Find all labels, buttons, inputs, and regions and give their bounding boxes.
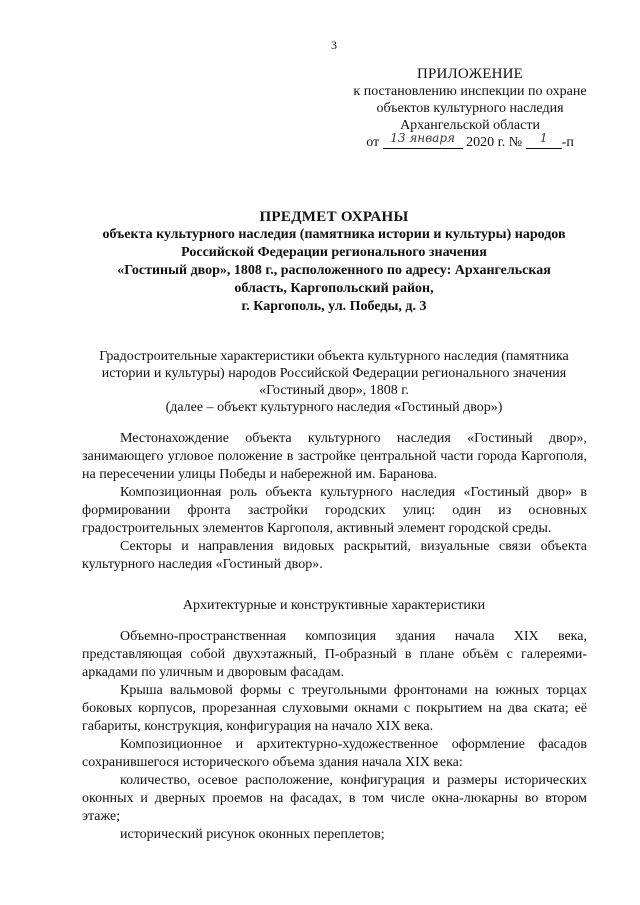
- paragraph: Местонахождение объекта культурного наследия «Гостиный двор», занимающего угловое положение в застройке центральной части города Каргополя, на пересечении улицы Победы и набережной им. Баранова.: [82, 431, 587, 482]
- section-line: (далее – объект культурного наследия «Гостиный двор»): [165, 400, 503, 415]
- handwritten-number: 1: [539, 131, 548, 145]
- appendix-line: к постановлению инспекции по охране: [353, 84, 587, 99]
- number-signature-line: [526, 131, 562, 149]
- list-item: исторический рисунок оконных переплетов;: [120, 827, 385, 842]
- section-title-architecture: Архитектурные и конструктивные характеристики: [182, 598, 486, 613]
- date-signature-line: [383, 131, 463, 149]
- section-line: истории и культуры) народов Российской Федерации регионального значения: [101, 366, 567, 381]
- paragraph: Объемно-пространственная композиция здания начала XIX века, представляющая собой двухэтажный, П-образный в плане объём с галереями-аркадами по уличным и дворовым фасадам.: [82, 629, 587, 680]
- architecture-paragraphs: [82, 628, 587, 844]
- date-prefix: от: [366, 135, 380, 150]
- number-suffix: -п: [561, 135, 574, 150]
- heading-line: Российской Федерации регионального значения: [181, 245, 487, 260]
- heading-line: область, Каргопольский район,: [234, 281, 434, 296]
- appendix-date-line: [320, 131, 620, 151]
- appendix-title: ПРИЛОЖЕНИЕ: [416, 66, 524, 82]
- paragraph: Композиционная роль объекта культурного наследия «Гостиный двор» в формировании фронта застройки городских улиц: один из основных градостроительных элементов Каргополя, активный элемент городской среды.: [82, 485, 587, 536]
- paragraph: Крыша вальмовой формы с треугольными фронтонами на южных торцах боковых корпусов, прорезанная слуховыми окнами с покрытием на два ската; её габариты, конструкция, конфигурация на начало XIX века.: [82, 683, 587, 734]
- heading-line: «Гостиный двор», 1808 г., расположенного по адресу: Архангельская: [117, 263, 551, 278]
- handwritten-date: 13 января: [390, 131, 455, 145]
- heading-line: объекта культурного наследия (памятника истории и культуры) народов: [102, 227, 566, 242]
- section-title-urban: [60, 348, 608, 416]
- date-year: 2020 г. №: [466, 135, 523, 150]
- section-line: «Гостиный двор», 1808 г.: [259, 383, 409, 398]
- page-number: 3: [331, 38, 337, 52]
- paragraph: Композиционное и архитектурно-художественное оформление фасадов сохранившегося исторического объема здания начала XIX века:: [82, 737, 587, 770]
- document-heading: [60, 208, 608, 316]
- heading-title: ПРЕДМЕТ ОХРАНЫ: [259, 209, 409, 225]
- heading-line: г. Каргополь, ул. Победы, д. 3: [241, 299, 427, 314]
- appendix-block: [320, 66, 620, 151]
- section-line: Градостроительные характеристики объекта культурного наследия (памятника: [99, 349, 569, 364]
- urban-paragraphs: [82, 430, 587, 574]
- appendix-line: объектов культурного наследия: [376, 101, 564, 116]
- list-item: количество, осевое расположение, конфигурация и размеры исторических оконных и дверных проемов на фасадах, в том числе окна-люкарны во втором этаже;: [82, 773, 587, 824]
- appendix-line: Архангельской области: [400, 118, 540, 133]
- paragraph: Секторы и направления видовых раскрытий, визуальные связи объекта культурного наследия «Гостиный двор».: [82, 539, 587, 572]
